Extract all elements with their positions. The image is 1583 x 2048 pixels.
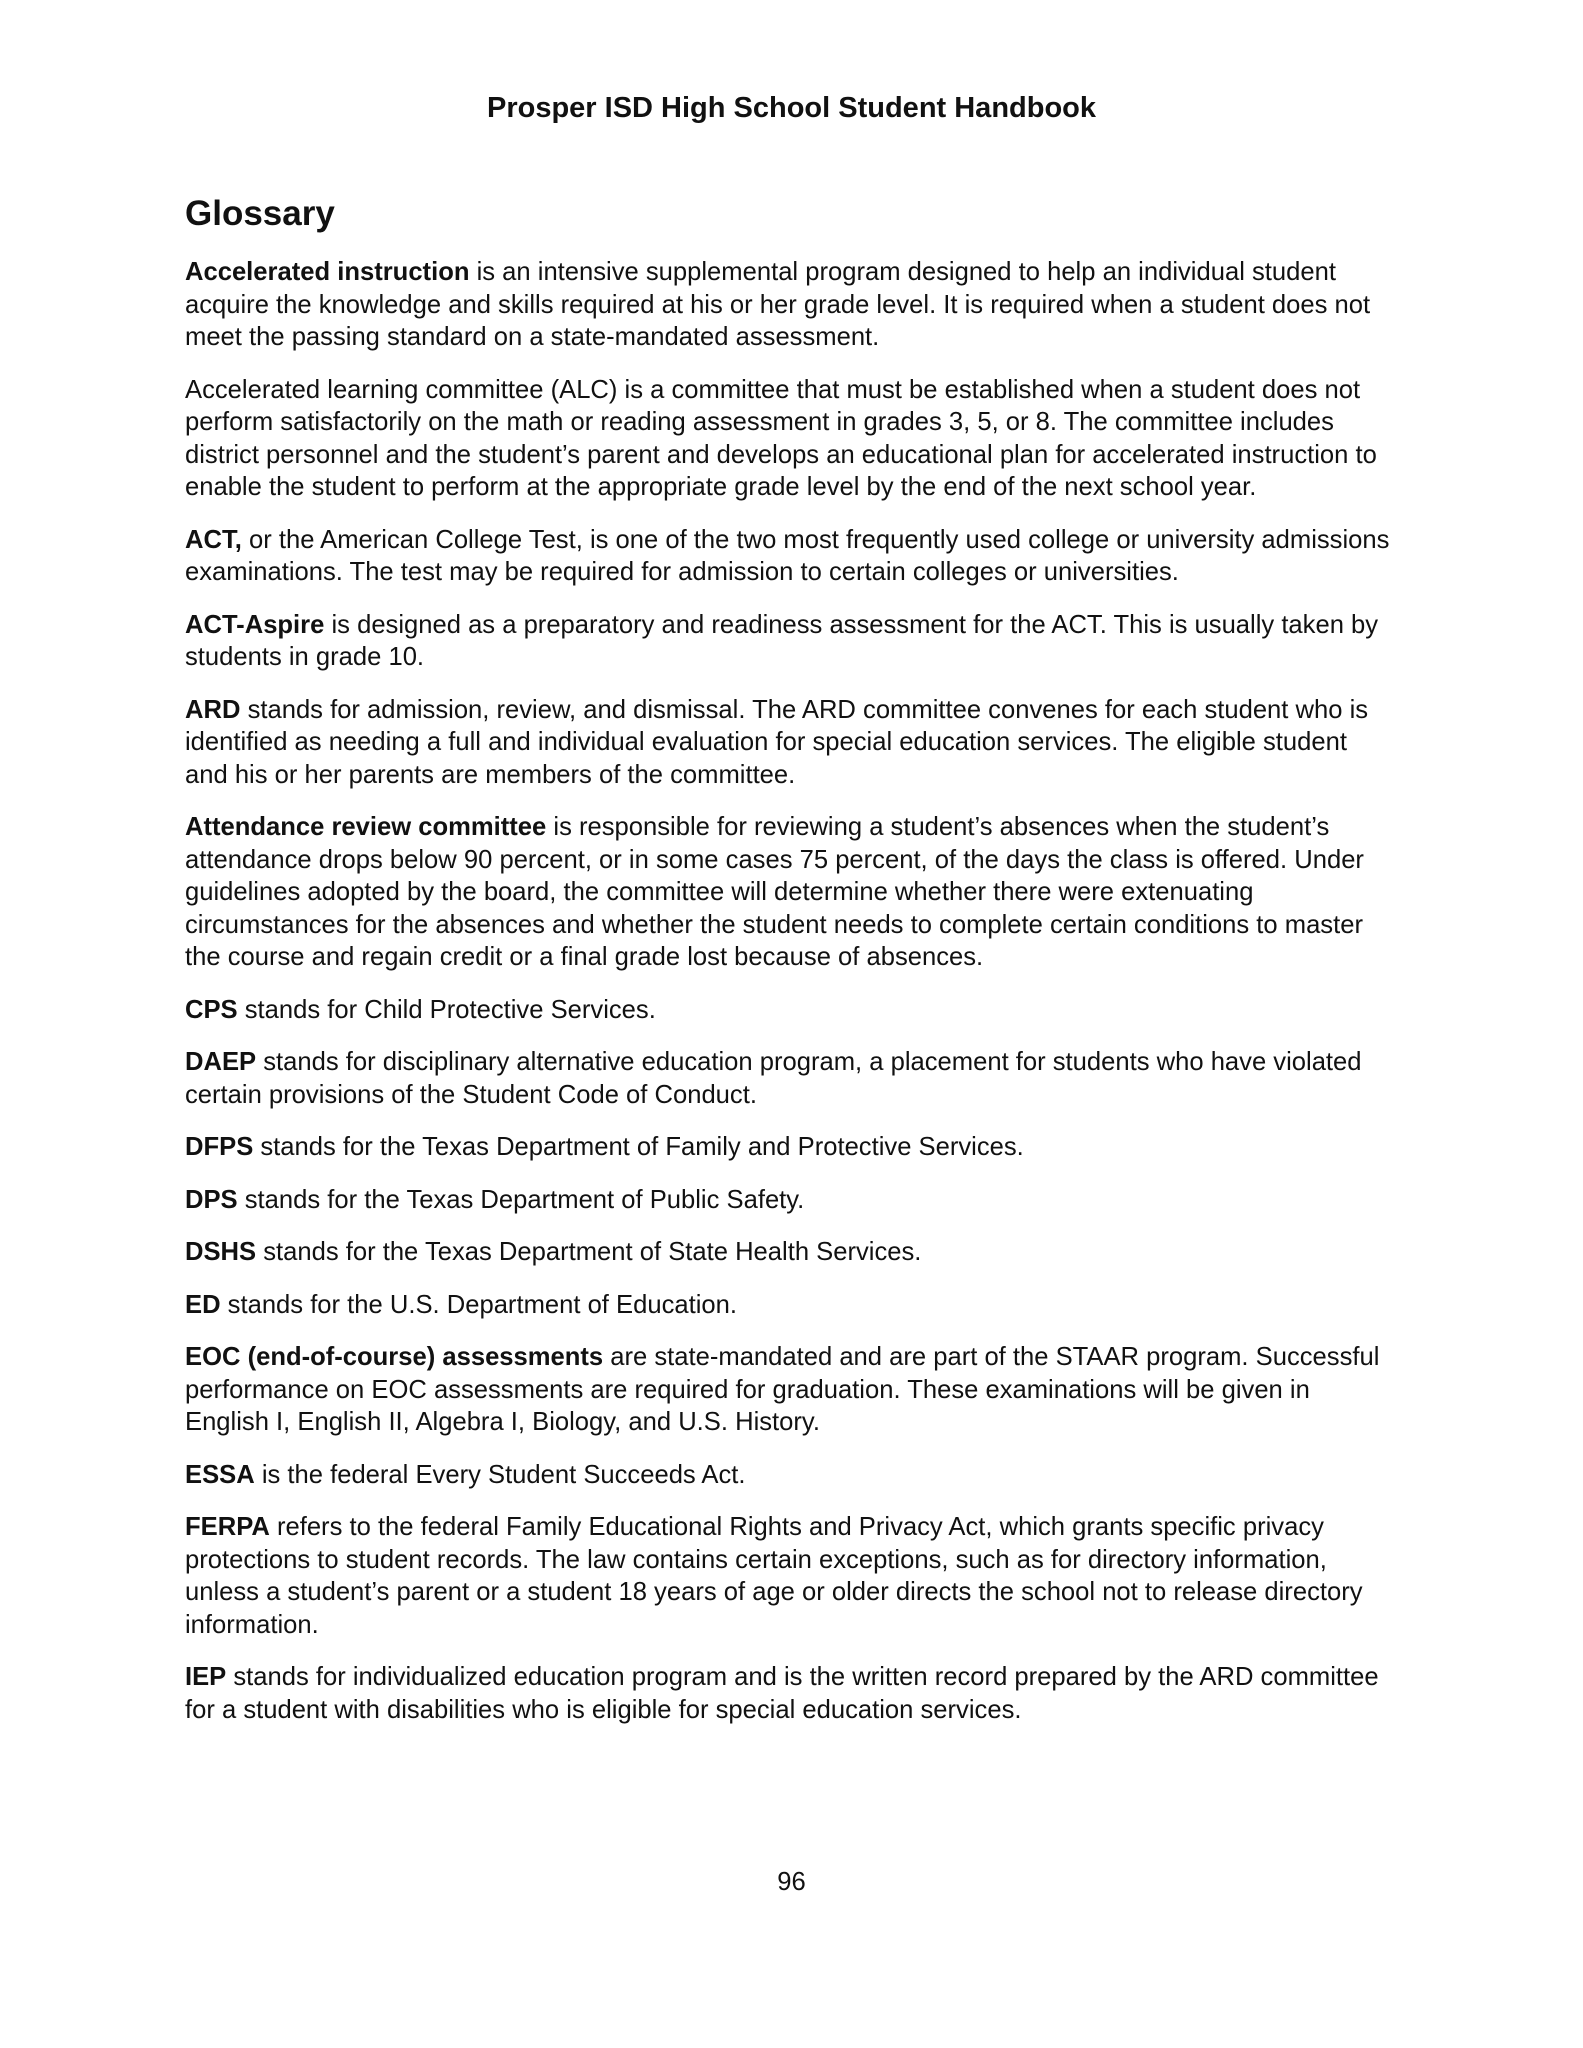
glossary-definition: is the federal Every Student Succeeds Act. xyxy=(254,1460,746,1489)
glossary-term: CPS xyxy=(185,995,238,1024)
glossary-term: DSHS xyxy=(185,1238,257,1266)
glossary-entry xyxy=(185,256,1390,354)
glossary-entry xyxy=(185,1661,1390,1726)
glossary-definition: or the American College Test, is one of the two most frequently used college or university admissions examinations. The test may be required for admission to certain colleges or universities. xyxy=(185,525,1390,586)
glossary-term: FERPA xyxy=(185,1513,270,1541)
glossary-definition: refers to the federal Family Educational Rights and Privacy Act, which grants specific privacy protections to student records. The law contains certain exceptions, such as for directory information, unless a student’s parent or a student 18 years of age or older directs the school not to release directory information. xyxy=(185,1513,1363,1639)
glossary-entry xyxy=(185,1511,1390,1641)
glossary-entry xyxy=(185,1341,1390,1439)
glossary-term: ACT, xyxy=(185,525,242,554)
glossary-term: EOC (end-of-course) assessments xyxy=(185,1343,604,1371)
glossary-term: DFPS xyxy=(185,1133,254,1161)
document-header: Prosper ISD High School Student Handbook xyxy=(486,92,1097,124)
glossary-entry xyxy=(185,1184,1390,1217)
glossary-definition: stands for individualized education program and is the written record prepared by the ARD committee for a student with disabilities who is eligible for special education services. xyxy=(185,1663,1379,1724)
glossary-term: ACT-Aspire xyxy=(185,610,325,639)
glossary-definition: stands for disciplinary alternative education program, a placement for students who have violated certain provisions of the Student Code of Conduct. xyxy=(185,1048,1362,1109)
glossary-definition: stands for the Texas Department of State Health Services. xyxy=(256,1238,922,1266)
glossary-definition: is responsible for reviewing a student’s absences when the student’s attendance drops below 90 percent, or in some cases 75 percent, of the days the class is offered. Under guidelines adopted by the board, the committee will determine whether there were extenuating circumstances for the absences and whether the student needs to complete certain conditions to master the course and regain credit or a final grade lost because of absences. xyxy=(185,813,1364,971)
glossary-entry xyxy=(185,374,1390,504)
glossary-term: ED xyxy=(185,1290,221,1319)
glossary-term: Attendance review committee xyxy=(185,813,547,841)
glossary-entry xyxy=(185,524,1390,589)
glossary-term: ARD xyxy=(185,695,241,724)
glossary-definition: stands for the U.S. Department of Education. xyxy=(220,1290,737,1319)
glossary-entry xyxy=(185,1289,1390,1322)
glossary-entry xyxy=(185,694,1390,792)
glossary-entry xyxy=(185,1131,1390,1164)
section-title: Glossary xyxy=(185,194,335,233)
page-number: 96 xyxy=(777,1868,806,1896)
glossary-entry xyxy=(185,1459,1390,1492)
glossary-term: Accelerated instruction xyxy=(185,258,470,286)
glossary-list xyxy=(185,256,1390,1746)
glossary-entry xyxy=(185,994,1390,1027)
glossary-term: IEP xyxy=(185,1663,227,1691)
glossary-definition: stands for Child Protective Services. xyxy=(237,995,656,1024)
glossary-definition: are state-mandated and are part of the STAAR program. Successful performance on EOC assessments are required for graduation. These examinations will be given in English I, English II, Algebra I, Biology, and U.S. History. xyxy=(185,1343,1380,1436)
glossary-definition: is an intensive supplemental program designed to help an individual student acquire the knowledge and skills required at his or her grade level. It is required when a student does not meet the passing standard on a state-mandated assessment. xyxy=(185,258,1371,351)
glossary-entry xyxy=(185,1236,1390,1269)
glossary-entry xyxy=(185,811,1390,974)
glossary-term: DAEP xyxy=(185,1048,257,1076)
glossary-definition: stands for the Texas Department of Public Safety. xyxy=(237,1185,805,1214)
glossary-entry xyxy=(185,609,1390,674)
glossary-entry xyxy=(185,1046,1390,1111)
glossary-term: DPS xyxy=(185,1185,238,1214)
glossary-definition: Accelerated learning committee (ALC) is a committee that must be established when a student does not perform satisfactorily on the math or reading assessment in grades 3, 5, or 8. The committee includes district personnel and the student’s parent and develops an educational plan for accelerated instruction to enable the student to perform at the appropriate grade level by the end of the next school year. xyxy=(185,375,1377,501)
glossary-definition: is designed as a preparatory and readiness assessment for the ACT. This is usually taken by students in grade 10. xyxy=(185,610,1379,671)
glossary-term: ESSA xyxy=(185,1460,255,1489)
glossary-definition: stands for the Texas Department of Family and Protective Services. xyxy=(253,1133,1024,1161)
glossary-definition: stands for admission, review, and dismissal. The ARD committee convenes for each student who is identified as needing a full and individual evaluation for special education services. The eligible student and his or her parents are members of the committee. xyxy=(185,695,1369,789)
